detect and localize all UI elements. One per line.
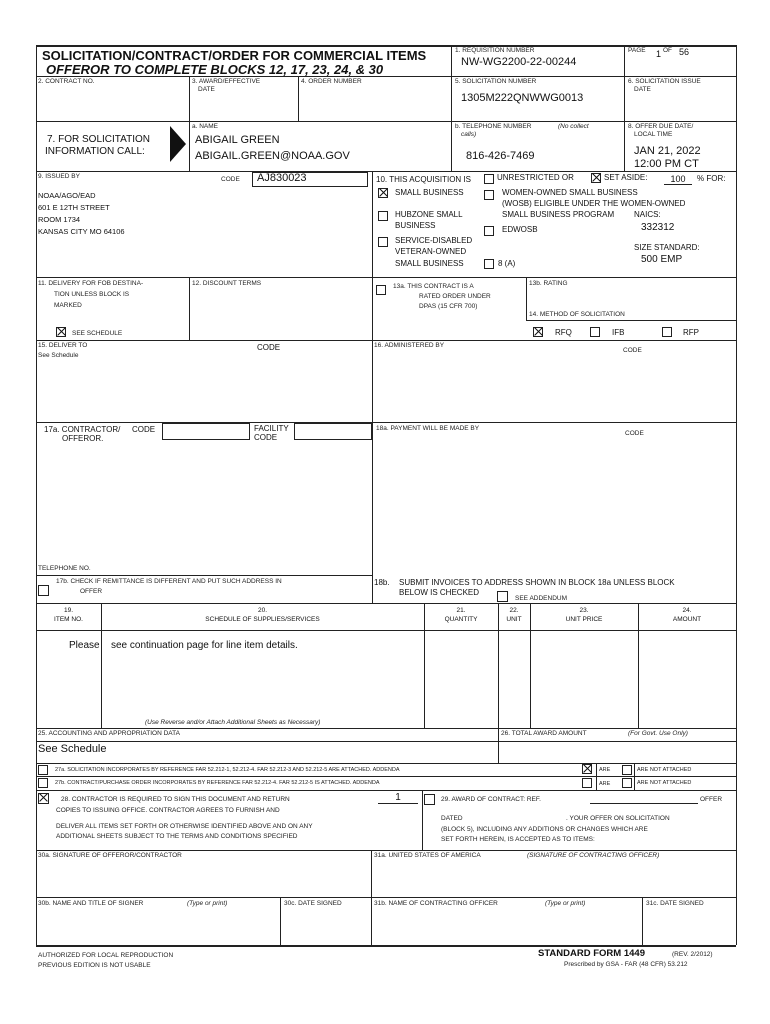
contractor-code-label: CODE [132,425,156,434]
naics-value: 332312 [641,222,675,233]
clause-27b-label: 27b. CONTRACT/PURCHASE ORDER INCORPORATES BY REFERENCE FAR 52.212-4. FAR 52.212-5 IS ATTACHED. ADDENDA [55,780,380,786]
clause-27a-label: 27a. SOLICITATION INCORPORATES BY REFERENCE FAR 52.212-1, 52.212-4. FAR 52.212-3 AND 52.212-5 ARE ATTACHED. ADDENDA [55,767,400,773]
offer-due-label: 8. OFFER DUE DATE/ [628,123,694,130]
see-schedule-label: SEE SCHEDULE [72,330,123,337]
size-standard-label: SIZE STANDARD: [634,243,700,252]
rated-label-1: 13a. THIS CONTRACT IS A [393,283,474,290]
offer-due-date: JAN 21, 2022 [634,145,701,157]
issued-by-code: AJ830023 [257,172,307,184]
edwosb-label: EDWOSB [502,225,538,234]
contractor-label-2: OFFEROR. [62,434,104,443]
clause-27b-are-label: ARE [599,781,611,787]
type-print-label: (Type or print) [187,900,228,907]
small-business-checkbox[interactable] [378,188,388,198]
see-addendum-checkbox[interactable] [497,591,508,602]
submit-invoices-number: 18b. [374,578,390,587]
award-date-label: 3. AWARD/EFFECTIVE [192,78,261,85]
remittance-checkbox[interactable] [38,585,49,596]
hubzone-label-2: BUSINESS [395,221,436,230]
rated-label-2: RATED ORDER UNDER [419,293,491,300]
block29-checkbox[interactable] [424,794,435,805]
no-collect-label-2: calls) [461,131,477,138]
col-quantity-num: 21. [456,607,466,614]
set-aside-checkbox[interactable] [591,173,601,183]
wosb-label-3: SMALL BUSINESS PROGRAM [502,210,615,219]
clause-27b-are-not-checkbox[interactable] [622,778,632,788]
col-unit-price-num: 23. [579,607,589,614]
award-line-2: (BLOCK 5), INCLUDING ANY ADDITIONS OR CHANGES WHICH ARE [441,826,648,833]
rfp-checkbox[interactable] [662,327,672,337]
dated-label: DATED [441,815,463,822]
date-signed-officer-label: 31c. DATE SIGNED [646,900,704,907]
telephone-label: b. TELEPHONE NUMBER [455,123,532,130]
contract-no-label: 2. CONTRACT NO. [38,78,95,85]
delivery-label-2: TION UNLESS BLOCK IS [54,291,130,298]
col-amount-num: 24. [682,607,692,614]
your-offer-label: . YOUR OFFER ON SOLICITATION [566,815,670,822]
offer-ref-line[interactable] [590,803,698,804]
clause-27a-are-label: ARE [599,767,611,773]
col-item-no: ITEM NO. [54,616,83,623]
acquisition-label: 10. THIS ACQUISITION IS [376,175,471,184]
delivery-label-1: 11. DELIVERY FOR FOB DESTINA- [38,280,144,287]
clause-27b-checkbox[interactable] [38,778,48,788]
date-signed-contractor-label: 30c. DATE SIGNED [284,900,342,907]
ifb-checkbox[interactable] [590,327,600,337]
award-date-label-2: DATE [198,86,215,93]
ifb-label: IFB [612,328,625,337]
block28-line-2: COPIES TO ISSUING OFFICE. CONTRACTOR AGREES TO FURNISH AND [56,807,280,814]
remittance-label-2: OFFER [80,588,103,595]
award-line-3: SET FORTH HEREIN, IS ACCEPTED AS TO ITEMS: [441,836,595,843]
issued-by-line-1: NOAA/AGO/EAD [38,191,96,200]
size-standard-value: 500 EMP [641,254,683,265]
payment-label: 18a. PAYMENT WILL BE MADE BY [376,425,480,432]
block28-line-3: DELIVER ALL ITEMS SET FORTH OR OTHERWISE IDENTIFIED ABOVE AND ON ANY [56,823,313,830]
order-number-label: 4. ORDER NUMBER [301,78,362,85]
telephone-no-label: TELEPHONE NO. [38,565,91,572]
rfq-checkbox[interactable] [533,327,543,337]
block28-line-4: ADDITIONAL SHEETS SUBJECT TO THE TERMS AND CONDITIONS SPECIFIED [56,833,298,840]
form-number: STANDARD FORM 1449 [538,948,645,959]
solicitation-number[interactable]: 1305M222QNWWG0013 [461,92,584,104]
col-quantity: QUANTITY [444,616,478,623]
deliver-to-value: See Schedule [38,352,79,359]
col-schedule: SCHEDULE OF SUPPLIES/SERVICES [205,616,320,623]
clause-27a-checkbox[interactable] [38,765,48,775]
set-aside-label: SET ASIDE: [604,173,648,182]
block28-line-1: 28. CONTRACTOR IS REQUIRED TO SIGN THIS DOCUMENT AND RETURN [61,796,290,803]
facility-code-box[interactable] [294,423,372,440]
authorized-reproduction: AUTHORIZED FOR LOCAL REPRODUCTION [38,952,174,959]
form-revision: (REV. 2/2012) [672,951,713,958]
small-business-label: SMALL BUSINESS [395,188,464,197]
unrestricted-checkbox[interactable] [484,174,494,184]
solicitation-number-label: 5. SOLICITATION NUMBER [455,78,537,85]
signature-officer-note: (SIGNATURE OF CONTRACTING OFFICER) [527,852,660,859]
sdvosb-label-3: SMALL BUSINESS [395,259,464,268]
clause-27b-are-checkbox[interactable] [582,778,592,788]
govt-use-label: (For Govt. Use Only) [628,730,688,737]
united-states-label: 31a. UNITED STATES OF AMERICA [374,852,481,859]
col-unit: UNIT [506,616,522,623]
remittance-label-1: 17b. CHECK IF REMITTANCE IS DIFFERENT AND PUT SUCH ADDRESS IN [56,578,282,585]
wosb-label-1: WOMEN-OWNED SMALL BUSINESS [502,188,638,197]
rfp-label: RFP [683,328,699,337]
unrestricted-label: UNRESTRICTED OR [497,173,574,182]
item-no-cell: Please [69,640,100,651]
clause-27b-are-not-label: ARE NOT ATTACHED [637,780,692,786]
deliver-to-code-label: CODE [257,343,281,352]
col-unit-price: UNIT PRICE [565,616,603,623]
naics-label: NAICS: [634,210,661,219]
edwosb-checkbox[interactable] [484,226,494,236]
issue-date-label: 6. SOLICITATION ISSUE [628,78,701,85]
see-schedule-checkbox[interactable] [56,327,66,337]
info-call-label-2: INFORMATION CALL: [45,146,145,157]
offer-due-time: 12:00 PM CT [634,158,699,170]
no-collect-label: (No collect [558,123,589,130]
prescribed-by: Prescribed by GSA - FAR (48 CFR) 53.212 [564,961,688,968]
issued-by-code-label: CODE [221,176,240,183]
page-label: PAGE [628,47,646,54]
col-item-num: 19. [63,607,74,614]
offer-label: OFFER [700,796,723,803]
hubzone-label-1: HUBZONE SMALL [395,210,463,219]
offer-due-label-2: LOCAL TIME [634,131,673,138]
item-description-cell: see continuation page for line item details. [111,640,298,651]
type-print-label-2: (Type or print) [545,900,586,907]
award-of-contract-label: 29. AWARD OF CONTRACT: REF. [441,796,541,803]
issued-by-line-2: 601 E 12TH STREET [38,203,110,212]
payment-code-label: CODE [625,430,644,437]
sdvosb-label-1: SERVICE-DISABLED [395,236,473,245]
submit-invoices-label-1: SUBMIT INVOICES TO ADDRESS SHOWN IN BLOCK 18a UNLESS BLOCK [399,578,675,587]
contracting-officer-name-label: 31b. NAME OF CONTRACTING OFFICER [374,900,498,907]
delivery-label-3: MARKED [54,302,82,309]
of-label: OF [663,47,673,54]
facility-label-1: FACILITY [254,424,289,433]
requisition-number[interactable]: NW-WG2200-22-00244 [461,56,577,68]
rating-label: 13b. RATING [529,280,568,287]
rated-order-checkbox[interactable] [376,285,386,295]
contact-phone: 816-426-7469 [466,150,535,162]
issued-by-label: 9. ISSUED BY [38,173,80,180]
form-subtitle: OFFEROR TO COMPLETE BLOCKS 12, 17, 23, 24, & 30 [46,62,384,77]
contractor-code-box[interactable] [162,423,250,440]
name-title-signer-label: 30b. NAME AND TITLE OF SIGNER [38,900,144,907]
eight-a-label: 8 (A) [498,259,516,268]
clause-27a-are-not-checkbox[interactable] [622,765,632,775]
administered-by-code-label: CODE [623,347,642,354]
clause-27a-are-checkbox[interactable] [582,764,592,774]
contractor-label-1: 17a. CONTRACTOR/ [44,425,121,434]
issued-by-line-4: KANSAS CITY MO 64106 [38,227,125,236]
accounting-label: 25. ACCOUNTING AND APPROPRIATION DATA [38,730,180,737]
page-total: 56 [679,47,690,57]
name-label: a. NAME [192,123,219,130]
percent-for-label: % FOR: [697,174,726,183]
wosb-checkbox[interactable] [484,190,494,200]
submit-invoices-label-2: BELOW IS CHECKED [399,588,480,597]
form-title: SOLICITATION/CONTRACT/ORDER FOR COMMERCIAL ITEMS [42,48,427,63]
page-number: 1 [656,49,662,59]
accounting-value: See Schedule [38,743,107,755]
see-addendum-label: SEE ADDENDUM [515,595,568,602]
info-call-label: 7. FOR SOLICITATION [47,134,150,145]
col-unit-num: 22. [509,607,519,614]
reverse-note: (Use Reverse and/or Attach Additional Sheets as Necessary) [145,719,321,726]
wosb-label-2: (WOSB) ELIGIBLE UNDER THE WOMEN-OWNED [502,199,686,208]
hubzone-checkbox[interactable] [378,211,388,221]
clause-27a-are-not-label: ARE NOT ATTACHED [637,767,692,773]
requisition-number-label: 1. REQUISITION NUMBER [455,47,535,54]
col-schedule-num: 20. [257,607,268,614]
discount-terms-label: 12. DISCOUNT TERMS [192,280,262,287]
total-award-label: 26. TOTAL AWARD AMOUNT [501,730,587,737]
block28-checkbox[interactable] [38,793,49,804]
col-amount: AMOUNT [672,616,702,623]
administered-by-label: 16. ADMINISTERED BY [374,342,445,349]
pointer-arrow-icon [170,126,186,162]
sdvosb-label-2: VETERAN-OWNED [395,247,467,256]
contact-name: ABIGAIL GREEN [195,134,280,146]
sdvosb-checkbox[interactable] [378,237,388,247]
issue-date-label-2: DATE [634,86,651,93]
copies-value[interactable]: 1 [378,793,418,804]
issued-by-line-3: ROOM 1734 [38,215,81,224]
rated-label-3: DPAS (15 CFR 700) [419,303,478,310]
signature-offeror-label: 30a. SIGNATURE OF OFFEROR/CONTRACTOR [38,852,182,859]
eight-a-checkbox[interactable] [484,259,494,269]
rfq-label: RFQ [555,328,572,337]
contact-email[interactable]: ABIGAIL.GREEN@NOAA.GOV [195,150,350,162]
method-label: 14. METHOD OF SOLICITATION [529,311,625,318]
deliver-to-label: 15. DELIVER TO [38,342,88,349]
previous-edition-note: PREVIOUS EDITION IS NOT USABLE [38,962,151,969]
set-aside-percent[interactable]: 100 [664,174,692,185]
facility-label-2: CODE [254,433,278,442]
